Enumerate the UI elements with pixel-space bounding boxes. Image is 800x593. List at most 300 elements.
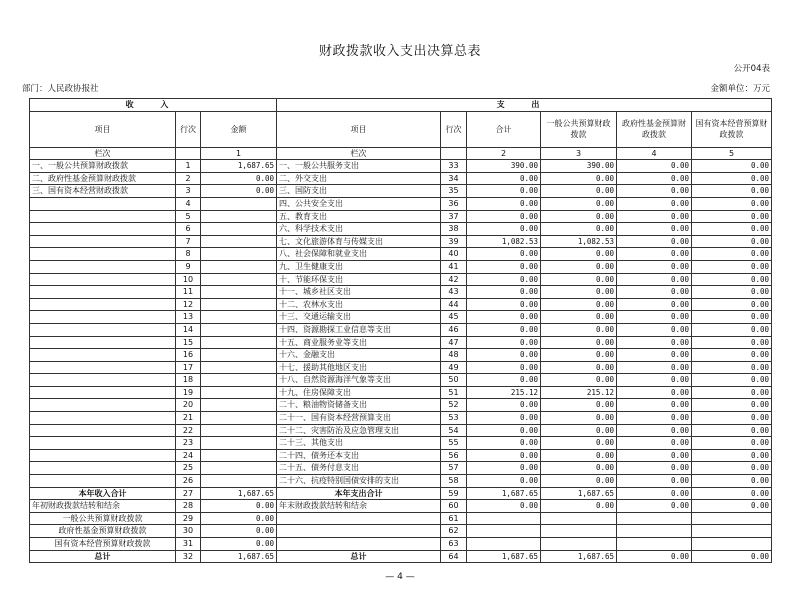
expense-state-capital: 0.00 [692,500,772,513]
income-item [30,374,176,387]
expense-gov-fund: 0.00 [617,298,692,311]
income-item [30,248,176,261]
expense-general-budget: 0.00 [541,349,617,362]
income-item [30,449,176,462]
col-3: 3 [541,147,617,160]
table-row [30,160,772,173]
expense-line-no: 46 [441,323,467,336]
expense-total: 0.00 [467,475,541,488]
expense-item-header: 项目 [277,111,441,147]
income-line-no: 31 [176,538,201,551]
income-line-no: 20 [176,399,201,412]
expense-total: 0.00 [467,500,541,513]
expense-total: 0.00 [467,286,541,299]
col-4: 4 [617,147,692,160]
income-amount: 0.00 [201,172,277,185]
income-amount [201,412,277,425]
expense-gov-fund: 0.00 [617,449,692,462]
income-line-no: 16 [176,349,201,362]
income-item: 三、国有资本经营财政拨款 [30,185,176,198]
income-item [30,336,176,349]
income-amount [201,223,277,236]
expense-state-capital: 0.00 [692,298,772,311]
grand-income-label: 总计 [30,550,176,563]
expense-line-no: 50 [441,374,467,387]
section-header-row [30,99,772,112]
income-line-no: 8 [176,248,201,261]
income-line-no: 32 [176,550,201,563]
income-line-no: 13 [176,311,201,324]
income-section-header: 收 入 [30,99,277,112]
balance-detail-row [30,512,772,525]
expense-state-capital: 0.00 [692,399,772,412]
expense-total: 0.00 [467,374,541,387]
income-line-no: 28 [176,500,201,513]
expense-total: 0.00 [467,449,541,462]
column-index-row [30,147,772,160]
expense-fund-blank [617,525,692,538]
expense-state-capital: 0.00 [692,311,772,324]
expense-total: 0.00 [467,437,541,450]
income-item [30,298,176,311]
expense-total: 0.00 [467,399,541,412]
income-line-no: 9 [176,260,201,273]
expense-line-no: 45 [441,311,467,324]
expense-item: 七、文化旅游体育与传媒支出 [277,235,441,248]
expense-line-no: 39 [441,235,467,248]
grand-total-row [30,550,772,563]
page-number: — 4 — [385,572,415,582]
income-item [30,462,176,475]
expense-gov-fund: 0.00 [617,500,692,513]
income-amount [201,311,277,324]
expense-state-capital: 0.00 [692,210,772,223]
table-row [30,412,772,425]
table-row [30,323,772,336]
expense-gov-fund: 0.00 [617,487,692,500]
table-row [30,223,772,236]
expense-gov-fund: 0.00 [617,273,692,286]
expense-line-no: 60 [441,500,467,513]
income-item [30,349,176,362]
expense-item: 十三、交通运输支出 [277,311,441,324]
expense-general-budget: 215.12 [541,386,617,399]
expense-total: 1,082.53 [467,235,541,248]
expense-state-capital: 0.00 [692,286,772,299]
table-row [30,273,772,286]
expense-item: 二、外交支出 [277,172,441,185]
income-amount [201,449,277,462]
expense-line-no: 35 [441,185,467,198]
expense-line-no: 56 [441,449,467,462]
expense-general-blank [541,538,617,551]
income-line-no: 27 [176,487,201,500]
expense-total: 0.00 [467,462,541,475]
expense-total: 1,687.65 [467,550,541,563]
expense-state-capital: 0.00 [692,336,772,349]
expense-item: 十八、自然资源海洋气象等支出 [277,374,441,387]
expense-general-budget: 0.00 [541,248,617,261]
income-item [30,424,176,437]
income-item [30,412,176,425]
balance-detail-label: 一般公共预算财政拨款 [30,512,176,525]
expense-line-no: 38 [441,223,467,236]
expense-gov-fund: 0.00 [617,361,692,374]
expense-gov-fund: 0.00 [617,386,692,399]
expense-total: 0.00 [467,260,541,273]
expense-total-blank [467,512,541,525]
income-item [30,386,176,399]
income-line-no: 15 [176,336,201,349]
expense-item-blank [277,538,441,551]
expense-gov-fund: 0.00 [617,160,692,173]
expense-general-budget: 0.00 [541,223,617,236]
income-item [30,223,176,236]
table-row [30,399,772,412]
expense-total: 1,687.65 [467,487,541,500]
income-amount: 1,687.65 [201,550,277,563]
income-amount [201,462,277,475]
income-line-no: 10 [176,273,201,286]
expense-state-capital: 0.00 [692,449,772,462]
expense-item: 二十六、抗疫特别国债安排的支出 [277,475,441,488]
table-row [30,210,772,223]
expense-general-budget: 0.00 [541,273,617,286]
expense-state-capital: 0.00 [692,260,772,273]
expense-item: 二十一、国有资本经营预算支出 [277,412,441,425]
income-item [30,475,176,488]
income-total-label: 本年收入合计 [30,487,176,500]
expense-gov-fund: 0.00 [617,374,692,387]
amount-unit-label: 金额单位：万元 [710,84,770,94]
income-amount [201,197,277,210]
income-line-no: 21 [176,412,201,425]
income-item [30,197,176,210]
income-line-no: 6 [176,223,201,236]
expense-item: 十四、资源勘探工业信息等支出 [277,323,441,336]
expense-general-budget: 0.00 [541,298,617,311]
expense-gov-fund: 0.00 [617,311,692,324]
balance-detail-label: 政府性基金预算财政拨款 [30,525,176,538]
balance-row [30,500,772,513]
expense-state-capital: 0.00 [692,412,772,425]
income-amount [201,475,277,488]
expense-general-budget: 0.00 [541,260,617,273]
expense-general-budget: 1,687.65 [541,550,617,563]
state-capital-header: 国有资本经营预算财政拨款 [692,111,772,147]
income-item [30,361,176,374]
income-amount: 1,687.65 [201,487,277,500]
income-amount: 0.00 [201,500,277,513]
expense-capital-blank [692,538,772,551]
income-line-no: 22 [176,424,201,437]
balance-detail-row [30,525,772,538]
expense-general-budget: 0.00 [541,437,617,450]
expense-total: 0.00 [467,172,541,185]
expense-item: 二十、粮油物资储备支出 [277,399,441,412]
expense-line-no: 34 [441,172,467,185]
expense-gov-fund: 0.00 [617,412,692,425]
balance-detail-row [30,538,772,551]
expense-total-blank [467,525,541,538]
expense-total: 0.00 [467,336,541,349]
expense-general-budget: 0.00 [541,462,617,475]
income-amount: 0.00 [201,185,277,198]
income-amount: 0.00 [201,538,277,551]
table-row [30,437,772,450]
expense-state-capital: 0.00 [692,374,772,387]
expense-general-blank [541,525,617,538]
income-amount [201,323,277,336]
income-line-no: 1 [176,160,201,173]
income-amount [201,298,277,311]
expense-item-blank [277,512,441,525]
col-blank [176,147,201,160]
report-title: 财政拨款收入支出决算总表 [318,44,481,59]
expense-general-budget: 0.00 [541,412,617,425]
col-2: 2 [467,147,541,160]
income-amount [201,235,277,248]
expense-state-capital: 0.00 [692,235,772,248]
expense-item: 八、社会保障和就业支出 [277,248,441,261]
income-amount [201,399,277,412]
table-row [30,374,772,387]
expense-gov-fund: 0.00 [617,437,692,450]
expense-item: 十七、援助其他地区支出 [277,361,441,374]
expense-general-budget: 0.00 [541,210,617,223]
income-line-no: 3 [176,185,201,198]
table-row [30,235,772,248]
expense-state-capital: 0.00 [692,185,772,198]
expense-line-no: 58 [441,475,467,488]
expense-fund-blank [617,538,692,551]
expense-general-budget: 0.00 [541,374,617,387]
expense-state-capital: 0.00 [692,273,772,286]
income-item [30,311,176,324]
expense-capital-blank [692,525,772,538]
expense-line-no: 55 [441,437,467,450]
table-row [30,248,772,261]
income-line-no: 26 [176,475,201,488]
income-line-no: 17 [176,361,201,374]
income-line-no: 24 [176,449,201,462]
expense-general-budget: 0.00 [541,361,617,374]
expense-line-no: 40 [441,248,467,261]
expense-total: 0.00 [467,424,541,437]
expense-item: 六、科学技术支出 [277,223,441,236]
expense-item: 四、公共安全支出 [277,197,441,210]
expense-line-no: 63 [441,538,467,551]
expense-item: 九、卫生健康支出 [277,260,441,273]
expense-state-capital: 0.00 [692,323,772,336]
expense-line-no: 33 [441,160,467,173]
expense-total: 0.00 [467,298,541,311]
expense-general-blank [541,512,617,525]
expense-state-capital: 0.00 [692,424,772,437]
expense-gov-fund: 0.00 [617,248,692,261]
expense-line-no: 41 [441,260,467,273]
expense-total: 0.00 [467,273,541,286]
table-row [30,260,772,273]
expense-total-label: 本年支出合计 [277,487,441,500]
expense-state-capital: 0.00 [692,172,772,185]
col-1: 1 [201,147,277,160]
expense-total: 0.00 [467,412,541,425]
expense-line-no: 64 [441,550,467,563]
department-label: 部门：人民政协报社 [22,84,99,94]
beginning-balance-label: 年初财政拨款结转和结余 [30,500,176,513]
form-number: 公开04表 [733,64,770,74]
expense-line-no: 48 [441,349,467,362]
expense-gov-fund: 0.00 [617,424,692,437]
expense-total: 390.00 [467,160,541,173]
expense-total: 0.00 [467,223,541,236]
table-row [30,172,772,185]
income-item [30,399,176,412]
expense-gov-fund: 0.00 [617,197,692,210]
table-row [30,185,772,198]
expense-gov-fund: 0.00 [617,260,692,273]
expense-gov-fund: 0.00 [617,399,692,412]
col-label: 栏次 [30,147,176,160]
income-line-no: 4 [176,197,201,210]
income-item [30,286,176,299]
income-amount [201,260,277,273]
expense-gov-fund: 0.00 [617,172,692,185]
expense-item: 三、国防支出 [277,185,441,198]
expense-item: 十五、商业服务业等支出 [277,336,441,349]
table-row [30,336,772,349]
expense-gov-fund: 0.00 [617,223,692,236]
income-amount [201,248,277,261]
expense-state-capital: 0.00 [692,386,772,399]
col-label-right: 栏次 [277,147,441,160]
income-amount [201,286,277,299]
table-row [30,361,772,374]
expense-general-budget: 0.00 [541,185,617,198]
income-line-header: 行次 [176,111,201,147]
income-amount [201,386,277,399]
expense-general-budget: 0.00 [541,424,617,437]
table-row [30,449,772,462]
expense-line-no: 43 [441,286,467,299]
expense-state-capital: 0.00 [692,437,772,450]
income-item [30,437,176,450]
income-item: 一、一般公共预算财政拨款 [30,160,176,173]
expense-general-budget: 0.00 [541,449,617,462]
income-line-no: 19 [176,386,201,399]
expense-state-capital: 0.00 [692,487,772,500]
expense-item: 十一、城乡社区支出 [277,286,441,299]
income-line-no: 30 [176,525,201,538]
income-line-no: 18 [176,374,201,387]
expense-gov-fund: 0.00 [617,550,692,563]
expense-line-no: 52 [441,399,467,412]
expense-gov-fund: 0.00 [617,462,692,475]
income-line-no: 2 [176,172,201,185]
year-total-row [30,487,772,500]
income-line-no: 5 [176,210,201,223]
expense-fund-blank [617,512,692,525]
income-item [30,235,176,248]
expense-total: 0.00 [467,349,541,362]
table-row [30,286,772,299]
expense-total: 0.00 [467,311,541,324]
income-item: 二、政府性基金预算财政拨款 [30,172,176,185]
expense-general-budget: 0.00 [541,323,617,336]
expense-line-no: 49 [441,361,467,374]
expense-general-budget: 390.00 [541,160,617,173]
income-item [30,260,176,273]
expense-gov-fund: 0.00 [617,286,692,299]
expense-state-capital: 0.00 [692,361,772,374]
expense-general-budget: 0.00 [541,500,617,513]
income-amount: 0.00 [201,525,277,538]
expense-line-no: 42 [441,273,467,286]
table-row [30,475,772,488]
expense-line-no: 53 [441,412,467,425]
income-line-no: 12 [176,298,201,311]
income-amount [201,424,277,437]
income-amount: 1,687.65 [201,160,277,173]
expense-state-capital: 0.00 [692,475,772,488]
expense-line-no: 44 [441,298,467,311]
expense-state-capital: 0.00 [692,160,772,173]
expense-item: 二十四、债务还本支出 [277,449,441,462]
table-row [30,298,772,311]
expense-line-no: 62 [441,525,467,538]
expense-item: 十九、住房保障支出 [277,386,441,399]
table-row [30,197,772,210]
income-line-no: 29 [176,512,201,525]
table-row [30,462,772,475]
income-amount [201,361,277,374]
expense-gov-fund: 0.00 [617,185,692,198]
expense-gov-fund: 0.00 [617,336,692,349]
income-amount [201,349,277,362]
expense-line-header: 行次 [441,111,467,147]
expense-general-budget: 0.00 [541,399,617,412]
expense-item: 一、一般公共服务支出 [277,160,441,173]
expense-general-budget: 0.00 [541,311,617,324]
expense-line-no: 57 [441,462,467,475]
total-header: 合计 [467,111,541,147]
income-amount [201,273,277,286]
expense-line-no: 51 [441,386,467,399]
expense-item: 十六、金融支出 [277,349,441,362]
expense-general-budget: 1,687.65 [541,487,617,500]
expense-item: 十二、农林水支出 [277,298,441,311]
fiscal-appropriation-table [29,98,772,563]
income-line-no: 25 [176,462,201,475]
table-row [30,424,772,437]
expense-state-capital: 0.00 [692,550,772,563]
expense-item: 二十二、灾害防治及应急管理支出 [277,424,441,437]
expense-item: 二十三、其他支出 [277,437,441,450]
income-item [30,210,176,223]
balance-detail-label: 国有资本经营预算财政拨款 [30,538,176,551]
expense-gov-fund: 0.00 [617,349,692,362]
expense-state-capital: 0.00 [692,248,772,261]
grand-expense-label: 总计 [277,550,441,563]
expense-item: 五、教育支出 [277,210,441,223]
expense-state-capital: 0.00 [692,223,772,236]
expense-total: 0.00 [467,323,541,336]
income-line-no: 14 [176,323,201,336]
ending-balance-label: 年末财政拨款结转和结余 [277,500,441,513]
expense-general-budget: 0.00 [541,336,617,349]
income-item-header: 项目 [30,111,176,147]
